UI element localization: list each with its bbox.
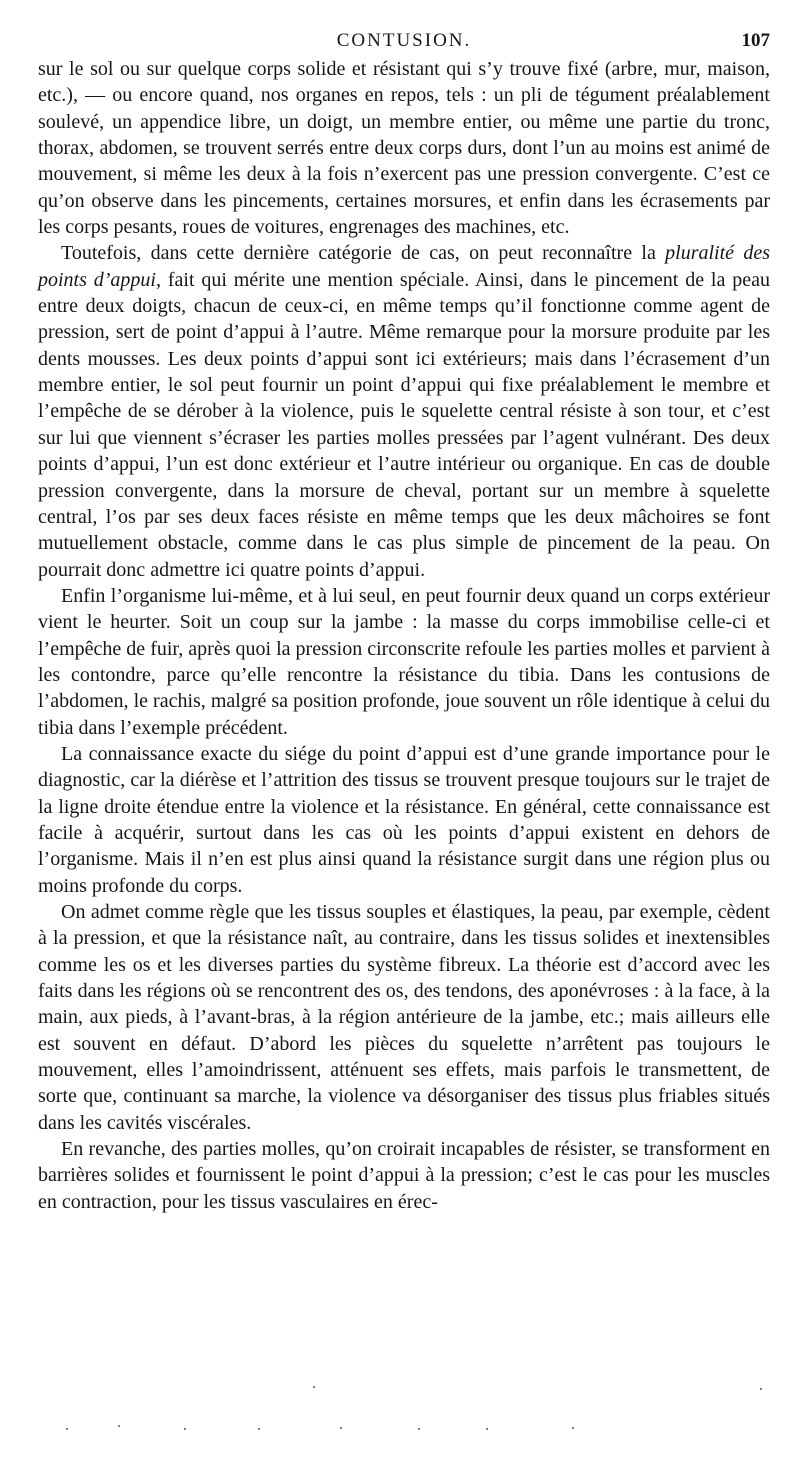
ink-speck	[118, 1425, 120, 1427]
ink-speck	[66, 1428, 68, 1430]
text-run: On admet comme règle que les tissus souples et élastiques, la peau, par exemple, cèdent à la pression, et que la résistance naît, au contraire, dans les tissus solides et inextensibles comme les os et les diverses parties du système fibreux. La théorie est d’accord avec les faits dans les régions où se rencontrent des os, des tendons, des aponévroses : à la face, à la main, aux pieds, à l’avant-bras, à la région antérieure de la jambe, etc.; mais ailleurs elle est souvent en défaut. D’abord les pièces du squelette n’arrêtent pas toujours le mouvement, elles l’amoindrissent, atténuent ses effets, mais parfois le transmettent, de sorte que, continuant sa marche, la violence va désorganiser des tissus plus friables situés dans les cavités viscérales.	[38, 901, 770, 1134]
body-text	[38, 56, 770, 1215]
paragraph	[38, 741, 770, 899]
text-run: Toutefois, dans cette dernière catégorie de cas, on peut reconnaître la	[61, 242, 666, 265]
ink-speck	[572, 1427, 574, 1429]
ink-speck	[760, 1388, 762, 1390]
ink-speck	[486, 1428, 488, 1430]
italic-phrase: pluralité des points d’appui	[38, 242, 771, 291]
text-run: Enfin l’organisme lui-même, et à lui seul, en peut fournir deux quand un corps extérieur vient le heurter. Soit un coup sur la jambe : la masse du corps immobilise celle-ci et l’empêche de fuir, après quoi la pression circonscrite refoule les parties molles et parvient à les contondre, parce qu’elle rencontre la résistance du tibia. Dans les contusions de l’abdomen, le rachis, malgré sa position profonde, joue souvent un rôle identique à celui du tibia dans l’exemple précédent.	[38, 584, 770, 739]
book-page	[38, 26, 770, 1215]
paragraph	[38, 56, 770, 240]
running-title: CONTUSION.	[336, 30, 472, 51]
text-run: , fait qui mérite une mention spéciale. Ainsi, dans le pincement de la peau entre deux doigts, chacun de ceux-ci, en même temps qu’il fonctionne comme agent de pression, sert de point d’appui à l’autre. Même remarque pour la morsure produite par les dents mousses. Les deux points d’appui sont ici extérieurs; mais dans l’écrasement d’un membre entier, le sol peut fournir un point d’appui qui fixe préalablement le membre et l’empêche de se dérober à la violence, puis le squelette central résiste à son tour, et c’est sur lui que viennent s’écraser les parties molles pressées par l’agent vulnérant. Des deux points d’appui, l’un est donc extérieur et l’autre intérieur ou organique. En cas de double pression convergente, dans la morsure de cheval, portant sur un membre à squelette central, l’os par ses deux faces résiste en même temps que les deux mâchoires se font mutuellement obstacle, comme dans le cas plus simple de pincement de la peau. On pourrait donc admettre ici quatre points d’appui.	[38, 268, 770, 581]
print-specks	[0, 1370, 800, 1440]
paragraph	[38, 583, 770, 741]
ink-speck	[418, 1428, 420, 1430]
ink-speck	[313, 1386, 315, 1388]
text-run: En revanche, des parties molles, qu’on croirait incapables de résister, se transforment en barrières solides et fournissent le point d’appui à la pression; c’est le cas pour les muscles en contraction, pour les tissus vasculaires en érec-	[38, 1138, 770, 1213]
page-header	[38, 26, 770, 56]
text-run: La connaissance exacte du siége du point d’appui est d’une grande importance pour le diagnostic, car la diérèse et l’attrition des tissus se trouvent presque toujours sur le trajet de la ligne droite étendue entre la violence et la résistance. En général, cette connaissance est facile à acquérir, surtout dans les cas où les points d’appui existent en dehors de l’organisme. Mais il n’en est plus ainsi quand la résistance surgit dans une région plus ou moins profonde du corps.	[38, 742, 770, 897]
ink-speck	[184, 1428, 186, 1430]
paragraph	[38, 1136, 770, 1215]
page-number: 107	[741, 30, 770, 51]
text-run: sur le sol ou sur quelque corps solide et résistant qui s’y trouve fixé (arbre, mur, maison, etc.), — ou encore quand, nos organes en repos, tels : un pli de tégument préalablement soulevé, un appendice libre, un doigt, un membre entier, ou même une partie du tronc, thorax, abdomen, se trouvent serrés entre deux corps durs, dont l’un au moins est animé de mouvement, si même les deux à la fois n’exercent pas une pression convergente. C’est ce qu’on observe dans les pincements, certaines morsures, et enfin dans les écrasements par les corps pesants, roues de voitures, engrenages des machines, etc.	[38, 58, 770, 239]
paragraph	[38, 240, 770, 582]
ink-speck	[340, 1427, 342, 1429]
ink-speck	[258, 1428, 260, 1430]
paragraph	[38, 899, 770, 1136]
